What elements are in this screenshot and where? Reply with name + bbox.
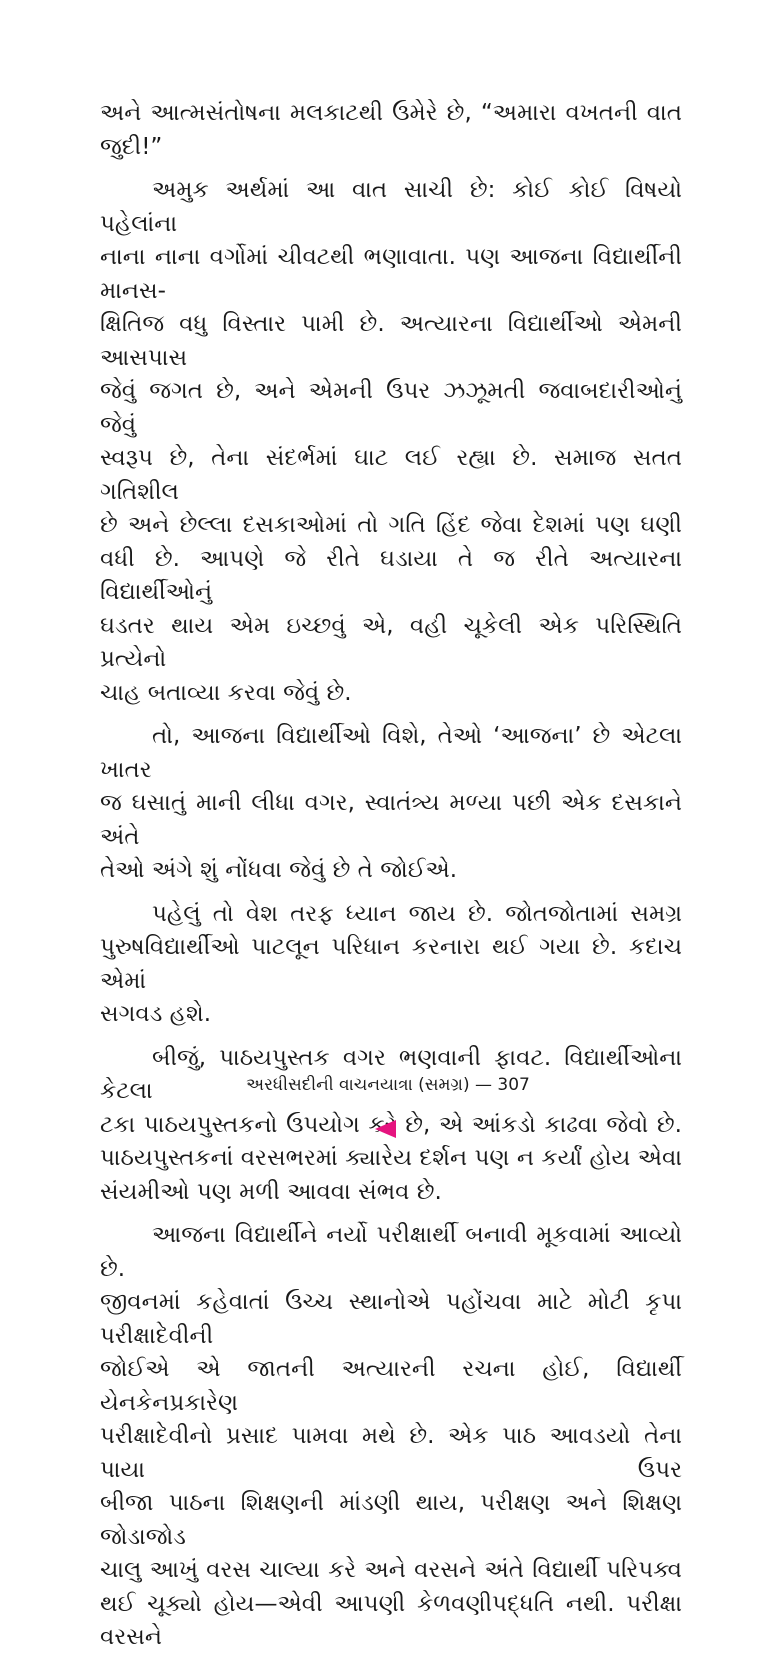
text-line: બીજા પાઠના શિક્ષણની માંડણી થાય, પરીક્ષણ અને શિક્ષણ જોડાજોડ	[100, 1490, 682, 1550]
text-line: સ્વરૂપ છે, તેના સંદર્ભમાં ઘાટ લઈ રહ્યા છે. સમાજ સતત ગતિશીલ	[100, 445, 682, 505]
text-line: ટકા પાઠયપુસ્તકનો ઉપયોગ કરે છે, એ આંકડો કાઢવા જેવો છે.	[100, 1111, 682, 1138]
paragraph	[100, 898, 682, 1032]
text-line: પાઠયપુસ્તકનાં વરસભરમાં ક્યારેય દર્શન પણ ન કર્યાં હોય એવા	[100, 1145, 682, 1171]
text-line: વધી છે. આપણે જે રીતે ઘડાયા તે જ રીતે અત્યારના વિદ્યાર્થીઓનું	[100, 545, 682, 605]
text-line: જેવું જગત છે, અને એમની ઉપર ઝઝૂમતી જવાબદારીઓનું જેવું	[100, 378, 682, 438]
text-line: તો, આજના વિદ્યાર્થીઓ વિશે, તેઓ ‘આજના’ છે એટલા ખાતર	[100, 723, 682, 783]
paragraph	[100, 1219, 682, 1655]
paragraph	[100, 174, 682, 710]
text-line: પુરુષવિદ્યાર્થીઓ પાટલૂન પરિધાન કરનારા થઈ ગયા છે. કદાચ એમાં	[100, 934, 682, 994]
text-line: નાના નાના વર્ગોમાં ચીવટથી ભણાવાતા. પણ આજના વિદ્યાર્થીની માનસ-	[100, 244, 682, 304]
paragraph	[100, 720, 682, 888]
text-line: બીજું, પાઠયપુસ્તક વગર ભણવાની ફાવટ. વિદ્યાર્થીઓના કેટલા	[100, 1044, 682, 1104]
text-line: અમુક અર્થમાં આ વાત સાચી છે: કોઈ કોઈ વિષયો પહેલાંના	[100, 177, 682, 237]
text-line: જોઈએ એ જાતની અત્યારની રચના હોઈ, વિદ્યાર્થી યેનકેનપ્રકારેણ	[100, 1356, 682, 1416]
text-line: ઘડતર થાય એમ ઇચ્છવું એ, વહી ચૂકેલી એક પરિસ્થિતિ પ્રત્યેનો	[100, 612, 682, 672]
text-line: અને આત્મસંતોષના મલકાટથી ઉમેરે છે, “અમારા વખતની વાત જુદી!”	[100, 100, 682, 160]
text-line: પરીક્ષાદેવીનો પ્રસાદ પામવા મથે છે. એક પાઠ આવડયો તેના પાયા ઉપર	[100, 1423, 682, 1483]
text-line: ચાલુ આખું વરસ ચાલ્યા કરે અને વરસને અંતે વિદ્યાર્થી પરિપક્વ	[100, 1557, 682, 1583]
text-line: સંયમીઓ પણ મળી આવવા સંભવ છે.	[100, 1178, 442, 1205]
text-line: જ ઘસાતું માની લીધા વગર, સ્વાતંત્ર્ય મળ્યા પછી એક દસકાને અંતે	[100, 790, 682, 850]
text-line: થઈ ચૂક્યો હોય—એવી આપણી કેળવણીપદ્ધતિ નથી. પરીક્ષા વરસને	[100, 1590, 682, 1650]
text-line: છે અને છેલ્લા દસકાઓમાં તો ગતિ હિંદ જેવા દેશમાં પણ ઘણી	[100, 512, 682, 538]
previous-page-button[interactable]	[372, 1118, 398, 1140]
text-line: જીવનમાં કહેવાતાં ઉચ્ચ સ્થાનોએ પહોંચવા માટે મોટી કૃપા પરીક્ષાદેવીની	[100, 1289, 682, 1349]
text-line: ચાહ બતાવ્યા કરવા જેવું છે.	[100, 679, 352, 706]
text-line: આજના વિદ્યાર્થીને નર્યો પરીક્ષાર્થી બનાવી મૂકવામાં આવ્યો છે.	[100, 1222, 682, 1282]
text-line: તેઓ અંગે શું નોંધવા જેવું છે તે જોઈએ.	[100, 857, 458, 883]
text-line: ક્ષિતિજ વધુ વિસ્તાર પામી છે. અત્યારના વિદ્યાર્થીઓ એમની આસપાસ	[100, 311, 682, 371]
running-title: અરધીસદીની વાચનયાત્રા (સમગ્ર) — 307	[246, 1075, 530, 1095]
text-line: પહેલું તો વેશ તરફ ધ્યાન જાય છે. જોતજોતામાં સમગ્ર	[152, 900, 682, 927]
text-line: સગવડ હશે.	[100, 1001, 212, 1027]
left-triangle-icon	[375, 1120, 396, 1138]
paragraph	[100, 97, 682, 164]
body-text	[100, 97, 682, 1655]
page-footer	[0, 1074, 776, 1096]
